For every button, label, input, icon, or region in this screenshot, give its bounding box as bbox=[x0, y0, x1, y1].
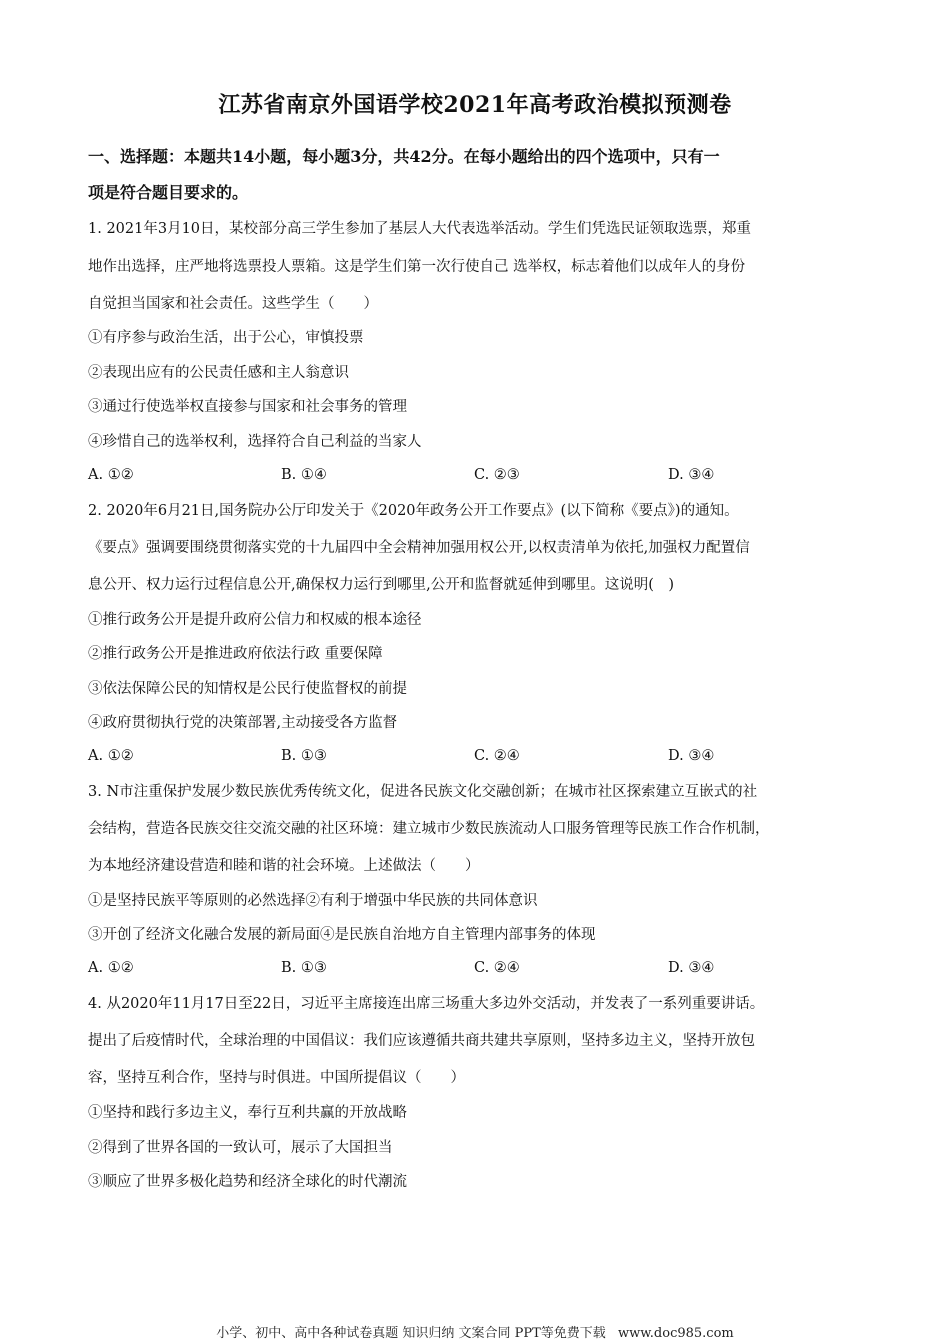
page-footer bbox=[0, 1322, 950, 1341]
question-item: ①有序参与政治生活，出于公心，审慎投票 bbox=[88, 330, 364, 346]
option-a[interactable]: A. ①② bbox=[88, 748, 134, 764]
question-item: ②表现出应有的公民责任感和主人翁意识 bbox=[88, 365, 349, 381]
question-item: ③通过行使选举权直接参与国家和社会事务的管理 bbox=[88, 399, 407, 415]
page-title: 江苏省南京外国语学校2021年高考政治模拟预测卷 bbox=[218, 92, 732, 118]
answer-options bbox=[88, 467, 788, 487]
question-item: ③顺应了世界多极化趋势和经济全球化的时代潮流 bbox=[88, 1174, 407, 1190]
question-stem-line: 会结构，营造各民族交往交流交融的社区环境：建立城市少数民族流动人口服务管理等民族工作合作机制， bbox=[88, 821, 770, 837]
footer-link[interactable]: www.doc985.com bbox=[617, 1326, 734, 1341]
question-item: ④珍惜自己的选举权利，选择符合自己利益的当家人 bbox=[88, 434, 422, 450]
option-b[interactable]: B. ①③ bbox=[281, 748, 327, 764]
question-item: ①推行政务公开是提升政府公信力和权威的根本途径 bbox=[88, 612, 422, 628]
question-stem-line: 1. 2021年3月10日，某校部分高三学生参加了基层人大代表选举活动。学生们凭选民证领取选票，郑重 bbox=[88, 221, 752, 237]
question-item: ③开创了经济文化融合发展的新局面④是民族自治地方自主管理内部事务的体现 bbox=[88, 927, 596, 943]
option-d[interactable]: D. ③④ bbox=[668, 960, 715, 976]
option-c[interactable]: C. ②③ bbox=[474, 467, 520, 483]
question-stem-line: 地作出选择，庄严地将选票投人票箱。这是学生们第一次行使自己 选举权，标志着他们以成年人的身份 bbox=[88, 259, 746, 275]
question-item: ①坚持和践行多边主义，奉行互利共赢的开放战略 bbox=[88, 1105, 407, 1121]
option-d[interactable]: D. ③④ bbox=[668, 467, 715, 483]
question-stem-line: 《要点》强调要围绕贯彻落实党的十九届四中全会精神加强用权公开,以权责清单为依托,加强权力配置信 bbox=[88, 540, 750, 556]
section-heading-line-2: 项是符合题目要求的。 bbox=[88, 183, 249, 202]
question-stem-line: 为本地经济建设营造和睦和谐的社会环境。上述做法（ ） bbox=[88, 858, 480, 874]
section-heading-line-1: 一、选择题：本题共14小题，每小题3分，共42分。在每小题给出的四个选项中，只有一 bbox=[88, 147, 720, 166]
question-item: ①是坚持民族平等原则的必然选择②有利于增强中华民族的共同体意识 bbox=[88, 893, 538, 909]
question-stem-line: 容，坚持互利合作，坚持与时俱进。中国所提倡议（ ） bbox=[88, 1070, 465, 1086]
option-c[interactable]: C. ②④ bbox=[474, 748, 520, 764]
question-stem-line: 4. 从2020年11月17日至22日，习近平主席接连出席三场重大多边外交活动，并发表了一系列重要讲话。 bbox=[88, 996, 765, 1012]
question-stem-line: 自觉担当国家和社会责任。这些学生（ ） bbox=[88, 296, 378, 312]
answer-options bbox=[88, 748, 788, 768]
question-item: ②推行政务公开是推进政府依法行政 重要保障 bbox=[88, 646, 383, 662]
question-item: ④政府贯彻执行党的决策部署,主动接受各方监督 bbox=[88, 715, 398, 731]
option-a[interactable]: A. ①② bbox=[88, 467, 134, 483]
question-stem-line: 息公开、权力运行过程信息公开,确保权力运行到哪里,公开和监督就延伸到哪里。这说明( ) bbox=[88, 577, 675, 593]
question-stem-line: 3. N市注重保护发展少数民族优秀传统文化，促进各民族文化交融创新；在城市社区探索建立互嵌式的社 bbox=[88, 784, 758, 800]
option-b[interactable]: B. ①③ bbox=[281, 960, 327, 976]
question-stem-line: 提出了后疫情时代，全球治理的中国倡议：我们应该遵循共商共建共享原则，坚持多边主义，坚持开放包 bbox=[88, 1033, 755, 1049]
footer-text: 小学、初中、高中各种试卷真题 知识归纳 文案合同 PPT等免费下载 bbox=[216, 1326, 606, 1341]
option-b[interactable]: B. ①④ bbox=[281, 467, 327, 483]
question-stem-line: 2. 2020年6月21日,国务院办公厅印发关于《2020年政务公开工作要点》(以下简称《要点》)的通知。 bbox=[88, 503, 739, 519]
question-item: ②得到了世界各国的一致认可，展示了大国担当 bbox=[88, 1140, 393, 1156]
answer-options bbox=[88, 960, 788, 980]
option-d[interactable]: D. ③④ bbox=[668, 748, 715, 764]
option-c[interactable]: C. ②④ bbox=[474, 960, 520, 976]
option-a[interactable]: A. ①② bbox=[88, 960, 134, 976]
question-item: ③依法保障公民的知情权是公民行使监督权的前提 bbox=[88, 681, 407, 697]
